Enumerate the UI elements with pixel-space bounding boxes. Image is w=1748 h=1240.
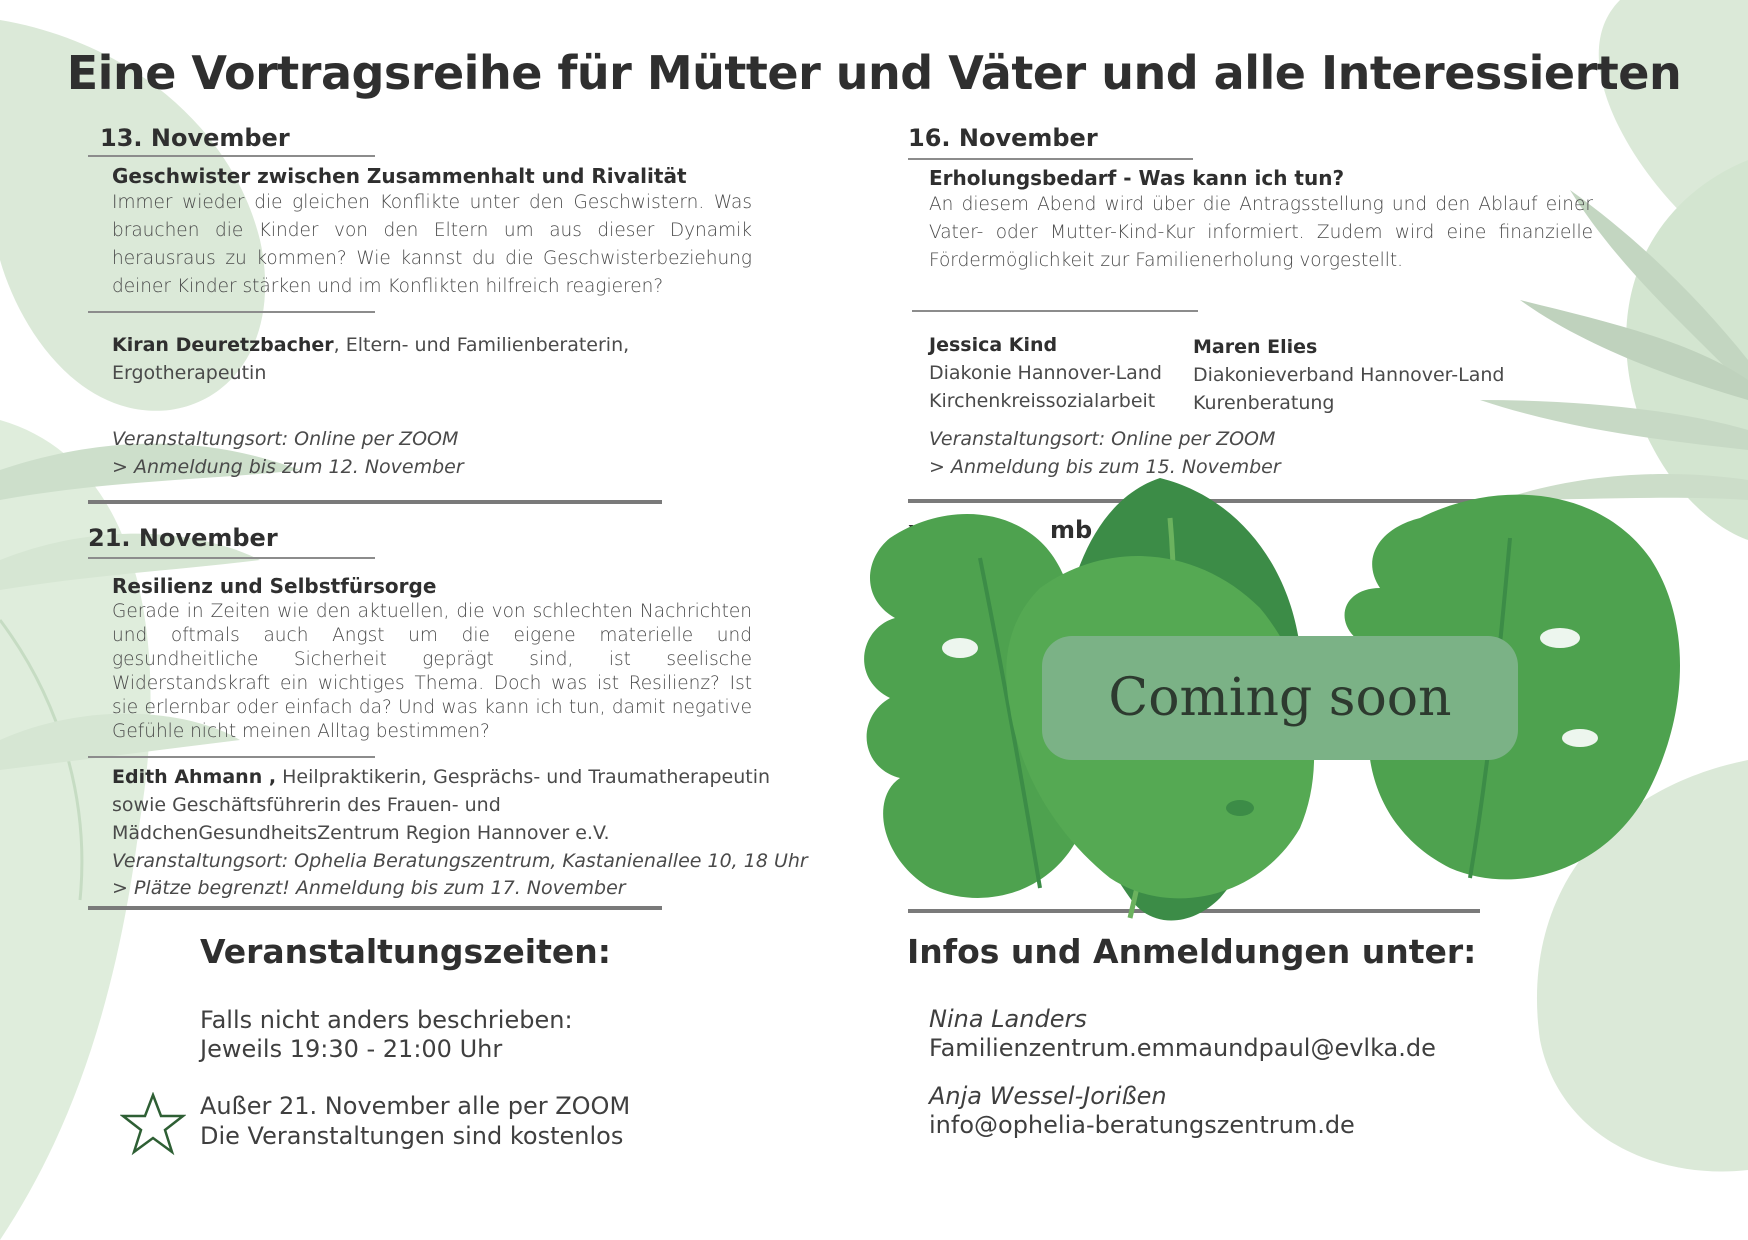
event-title-nov13: Geschwister zwischen Zusammenhalt und Rivalität bbox=[112, 164, 687, 188]
speaker-role-line3: MädchenGesundheitsZentrum Region Hannover e.V. bbox=[112, 822, 610, 844]
speaker1-name-nov16 bbox=[929, 331, 1057, 359]
times-line3: Außer 21. November alle per ZOOM bbox=[200, 1092, 631, 1120]
location-nov21: Veranstaltungsort: Ophelia Beratungszentrum, Kastanienallee 10, 18 Uhr bbox=[112, 850, 808, 872]
hidden-date-fragment2: mb bbox=[1050, 516, 1093, 544]
coming-soon-badge: Coming soon bbox=[1042, 636, 1518, 760]
event-title-nov16: Erholungsbedarf - Was kann ich tun? bbox=[929, 166, 1345, 190]
speaker-nov13 bbox=[112, 331, 629, 359]
speaker1-org: Diakonie Hannover-Land bbox=[929, 362, 1162, 384]
speaker-role-line2: Ergotherapeutin bbox=[112, 362, 267, 384]
speaker-role: , Eltern- und Familienberaterin, bbox=[333, 334, 630, 356]
divider bbox=[908, 158, 1193, 160]
date-nov21: 21. November bbox=[88, 524, 278, 552]
page-title: Eine Vortragsreihe für Mütter und Väter und alle Interessierten bbox=[66, 46, 1682, 100]
times-line2: Jeweils 19:30 - 21:00 Uhr bbox=[200, 1035, 503, 1063]
divider bbox=[88, 311, 375, 313]
divider bbox=[912, 310, 1198, 312]
times-line4: Die Veranstaltungen sind kostenlos bbox=[200, 1122, 624, 1150]
date-nov16: 16. November bbox=[908, 124, 1098, 152]
registration-nov21: > Plätze begrenzt! Anmeldung bis zum 17. November bbox=[112, 877, 626, 899]
date-nov13: 13. November bbox=[100, 124, 290, 152]
contact-person2: Anja Wessel-Jorißen bbox=[929, 1082, 1167, 1110]
divider bbox=[88, 500, 662, 504]
times-line1: Falls nicht anders beschrieben: bbox=[200, 1006, 573, 1034]
location-nov13: Veranstaltungsort: Online per ZOOM bbox=[112, 428, 459, 450]
contact-email1[interactable]: Familienzentrum.emmaundpaul@evlka.de bbox=[929, 1034, 1436, 1062]
speaker-name: Maren Elies bbox=[1193, 336, 1318, 358]
event-description-nov13: Immer wieder die gleichen Konflikte unter den Geschwistern. Was brauchen die Kinder von den Eltern um aus dieser Dynamik herausraus zu kommen? Wie kannst du die Geschwisterbeziehung deiner Kinder stärken und im Konflikten hilfreich reagieren? bbox=[112, 192, 752, 297]
speaker-role-line2: sowie Geschäftsführerin des Frauen- und bbox=[112, 794, 501, 816]
speaker2-org: Diakonieverband Hannover-Land bbox=[1193, 364, 1505, 386]
registration-nov16: > Anmeldung bis zum 15. November bbox=[929, 456, 1281, 478]
speaker-name: Jessica Kind bbox=[929, 334, 1058, 356]
speaker2-name-nov16 bbox=[1193, 333, 1317, 361]
speaker-nov21 bbox=[112, 763, 770, 791]
divider bbox=[88, 155, 375, 157]
speaker-name: Edith Ahmann , bbox=[112, 766, 277, 788]
star-icon bbox=[120, 1092, 186, 1156]
divider bbox=[88, 906, 662, 910]
event-title-nov21: Resilienz und Selbstfürsorge bbox=[112, 574, 437, 598]
speaker1-dept: Kirchenkreissozialarbeit bbox=[929, 390, 1156, 412]
contact-person1: Nina Landers bbox=[929, 1005, 1087, 1033]
times-heading: Veranstaltungszeiten: bbox=[200, 932, 611, 971]
contact-email2[interactable]: info@ophelia-beratungszentrum.de bbox=[929, 1111, 1355, 1139]
event-description-nov21: Gerade in Zeiten wie den aktuellen, die von schlechten Nachrichten und oftmals auch Angst um die eigene materielle und gesundheitliche Sicherheit geprägt sind, ist seelische Widerstandskraft ein wichtiges Thema. Doch was ist Resilienz? Ist sie erlernbar oder einfach da? Und was kann ich tun, damit negative Gefühle nicht meinen Alltag bestimmen? bbox=[112, 601, 752, 742]
divider bbox=[88, 756, 375, 758]
speaker-name: Kiran Deuretzbacher bbox=[112, 334, 334, 356]
speaker-role: Heilpraktikerin, Gesprächs- und Traumatherapeutin bbox=[276, 766, 771, 788]
speaker2-dept: Kurenberatung bbox=[1193, 392, 1335, 414]
event-description-nov16: An diesem Abend wird über die Antragsstellung und den Ablauf einer Vater- oder Mutter-Kind-Kur informiert. Zudem wird eine finanzielle Fördermöglichkeit zur Familienerholung vorgestellt. bbox=[929, 194, 1593, 271]
divider bbox=[88, 557, 375, 559]
registration-nov13: > Anmeldung bis zum 12. November bbox=[112, 456, 464, 478]
location-nov16: Veranstaltungsort: Online per ZOOM bbox=[929, 428, 1276, 450]
contact-heading: Infos und Anmeldungen unter: bbox=[907, 932, 1477, 971]
